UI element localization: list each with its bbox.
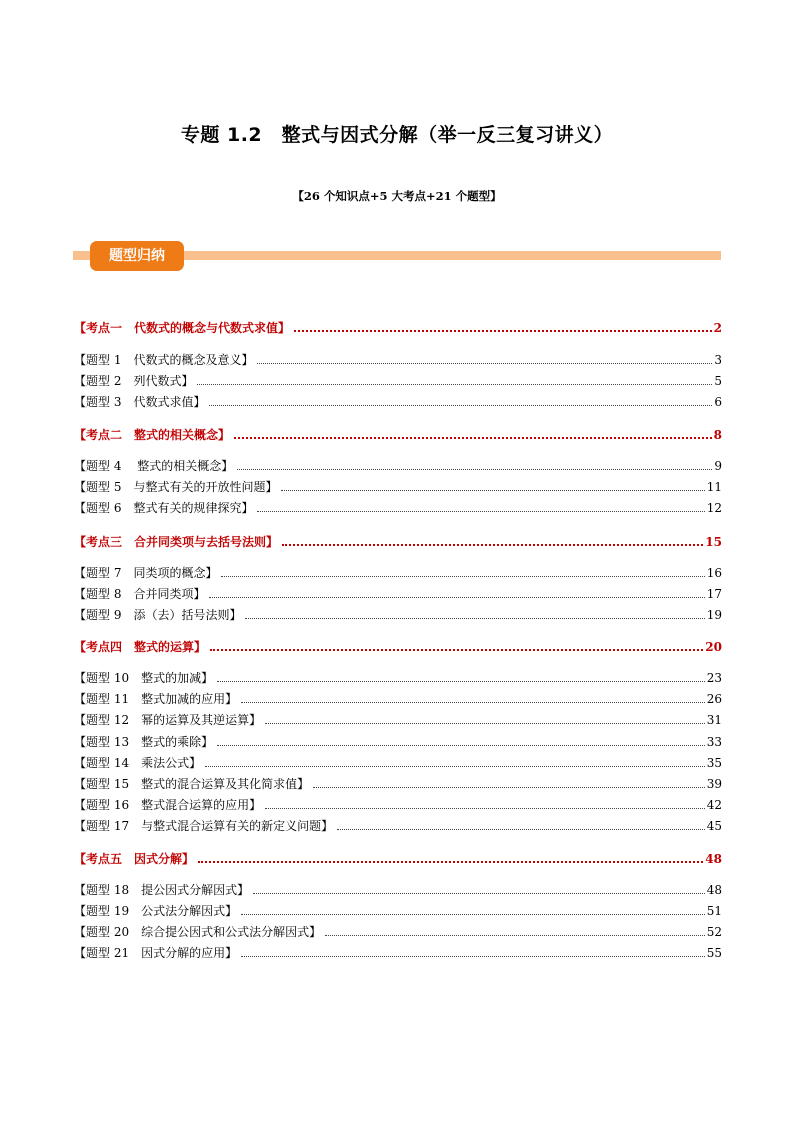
toc-page-number: 33 bbox=[706, 735, 722, 749]
toc-item-row[interactable] bbox=[74, 713, 722, 727]
document-title: 专题 1.2 整式与因式分解（举一反三复习讲义） bbox=[180, 124, 614, 146]
toc-entry-label: 【题型 9 添（去）括号法则】 bbox=[74, 608, 242, 622]
toc-page-number: 2 bbox=[713, 321, 722, 335]
toc-page-number: 12 bbox=[706, 501, 722, 515]
toc-dot-leader bbox=[257, 511, 704, 512]
toc-dot-leader bbox=[198, 861, 703, 863]
toc-item-row[interactable] bbox=[74, 756, 722, 770]
toc-entry-label: 【题型 5 与整式有关的开放性问题】 bbox=[74, 480, 278, 494]
toc-item-row[interactable] bbox=[74, 798, 722, 812]
toc-dot-leader bbox=[234, 437, 712, 439]
toc-item-row[interactable] bbox=[74, 566, 722, 580]
toc-entry-label: 【题型 7 同类项的概念】 bbox=[74, 566, 218, 580]
toc-dot-leader bbox=[265, 723, 705, 724]
toc-page-number: 48 bbox=[706, 883, 722, 897]
toc-dot-leader bbox=[325, 935, 705, 936]
toc-entry-label: 【考点五 因式分解】 bbox=[74, 852, 195, 866]
toc-page-number: 31 bbox=[706, 713, 722, 727]
toc-entry-label: 【题型 1 代数式的概念及意义】 bbox=[74, 353, 254, 367]
toc-dot-leader bbox=[265, 808, 705, 809]
toc-dot-leader bbox=[241, 914, 705, 915]
toc-item-row[interactable] bbox=[74, 819, 722, 833]
toc-item-row[interactable] bbox=[74, 353, 722, 367]
toc-entry-label: 【题型 14 乘法公式】 bbox=[74, 756, 202, 770]
toc-page-number: 39 bbox=[706, 777, 722, 791]
toc-entry-label: 【题型 19 公式法分解因式】 bbox=[74, 904, 238, 918]
toc-entry-label: 【考点一 代数式的概念与代数式求值】 bbox=[74, 321, 291, 335]
toc-entry-label: 【题型 13 整式的乘除】 bbox=[74, 735, 214, 749]
toc-item-row[interactable] bbox=[74, 395, 722, 409]
toc-page-number: 16 bbox=[706, 566, 722, 580]
toc-page-number: 17 bbox=[706, 587, 722, 601]
section-banner bbox=[73, 241, 723, 273]
banner-label: 题型归纳 bbox=[90, 241, 184, 271]
toc-section-row[interactable] bbox=[74, 428, 722, 442]
toc-page-number: 3 bbox=[714, 353, 722, 367]
toc-dot-leader bbox=[281, 490, 704, 491]
toc-item-row[interactable] bbox=[74, 501, 722, 515]
toc-entry-label: 【题型 3 代数式求值】 bbox=[74, 395, 206, 409]
toc-page-number: 42 bbox=[706, 798, 722, 812]
toc-entry-label: 【题型 11 整式加减的应用】 bbox=[74, 692, 238, 706]
toc-section-row[interactable] bbox=[74, 852, 722, 866]
toc-entry-label: 【题型 21 因式分解的应用】 bbox=[74, 946, 238, 960]
toc-dot-leader bbox=[205, 766, 705, 767]
toc-item-row[interactable] bbox=[74, 777, 722, 791]
toc-item-row[interactable] bbox=[74, 883, 722, 897]
toc-page-number: 19 bbox=[706, 608, 722, 622]
toc-page-number: 6 bbox=[714, 395, 722, 409]
toc-entry-label: 【考点四 整式的运算】 bbox=[74, 640, 207, 654]
toc-dot-leader bbox=[337, 829, 705, 830]
toc-dot-leader bbox=[237, 469, 712, 470]
toc-dot-leader bbox=[282, 544, 703, 546]
toc-entry-label: 【考点三 合并同类项与去括号法则】 bbox=[74, 535, 279, 549]
toc-item-row[interactable] bbox=[74, 735, 722, 749]
toc-page-number: 5 bbox=[714, 374, 722, 388]
toc-entry-label: 【考点二 整式的相关概念】 bbox=[74, 428, 231, 442]
toc-entry-label: 【题型 10 整式的加减】 bbox=[74, 671, 214, 685]
toc-page-number: 9 bbox=[714, 459, 722, 473]
toc-dot-leader bbox=[253, 893, 705, 894]
toc-page-number: 15 bbox=[705, 535, 722, 549]
toc-page-number: 45 bbox=[706, 819, 722, 833]
toc-entry-label: 【题型 12 幂的运算及其逆运算】 bbox=[74, 713, 262, 727]
toc-entry-label: 【题型 2 列代数式】 bbox=[74, 374, 194, 388]
toc-page-number: 23 bbox=[706, 671, 722, 685]
toc-dot-leader bbox=[313, 787, 705, 788]
toc-page-number: 20 bbox=[705, 640, 722, 654]
toc-item-row[interactable] bbox=[74, 459, 722, 473]
toc-dot-leader bbox=[209, 405, 712, 406]
toc-item-row[interactable] bbox=[74, 587, 722, 601]
toc-page-number: 52 bbox=[706, 925, 722, 939]
toc-dot-leader bbox=[197, 384, 712, 385]
toc-page-number: 35 bbox=[706, 756, 722, 770]
toc-entry-label: 【题型 6 整式有关的规律探究】 bbox=[74, 501, 254, 515]
toc-dot-leader bbox=[209, 597, 704, 598]
toc-dot-leader bbox=[241, 956, 705, 957]
toc-page-number: 51 bbox=[706, 904, 722, 918]
toc-entry-label: 【题型 4 整式的相关概念】 bbox=[74, 459, 234, 473]
toc-section-row[interactable] bbox=[74, 535, 722, 549]
toc-entry-label: 【题型 17 与整式混合运算有关的新定义问题】 bbox=[74, 819, 334, 833]
toc-item-row[interactable] bbox=[74, 946, 722, 960]
toc-page-number: 48 bbox=[705, 852, 722, 866]
toc-item-row[interactable] bbox=[74, 904, 722, 918]
toc-item-row[interactable] bbox=[74, 925, 722, 939]
toc-dot-leader bbox=[257, 363, 712, 364]
toc-item-row[interactable] bbox=[74, 608, 722, 622]
toc-dot-leader bbox=[210, 649, 703, 651]
toc-item-row[interactable] bbox=[74, 692, 722, 706]
document-subtitle: 【26 个知识点+5 大考点+21 个题型】 bbox=[292, 189, 502, 203]
toc-dot-leader bbox=[241, 702, 705, 703]
toc-section-row[interactable] bbox=[74, 640, 722, 654]
toc-dot-leader bbox=[221, 576, 704, 577]
toc-section-row[interactable] bbox=[74, 321, 722, 335]
toc-entry-label: 【题型 20 综合提公因式和公式法分解因式】 bbox=[74, 925, 322, 939]
toc-page-number: 11 bbox=[706, 480, 722, 494]
toc-item-row[interactable] bbox=[74, 374, 722, 388]
toc-entry-label: 【题型 16 整式混合运算的应用】 bbox=[74, 798, 262, 812]
toc-dot-leader bbox=[217, 681, 705, 682]
toc-page-number: 26 bbox=[706, 692, 722, 706]
toc-item-row[interactable] bbox=[74, 480, 722, 494]
toc-entry-label: 【题型 18 提公因式分解因式】 bbox=[74, 883, 250, 897]
toc-dot-leader bbox=[217, 745, 705, 746]
toc-dot-leader bbox=[294, 330, 712, 332]
toc-entry-label: 【题型 15 整式的混合运算及其化简求值】 bbox=[74, 777, 310, 791]
toc-page-number: 55 bbox=[706, 946, 722, 960]
toc-item-row[interactable] bbox=[74, 671, 722, 685]
toc-dot-leader bbox=[245, 618, 704, 619]
toc-entry-label: 【题型 8 合并同类项】 bbox=[74, 587, 206, 601]
toc-page-number: 8 bbox=[713, 428, 722, 442]
